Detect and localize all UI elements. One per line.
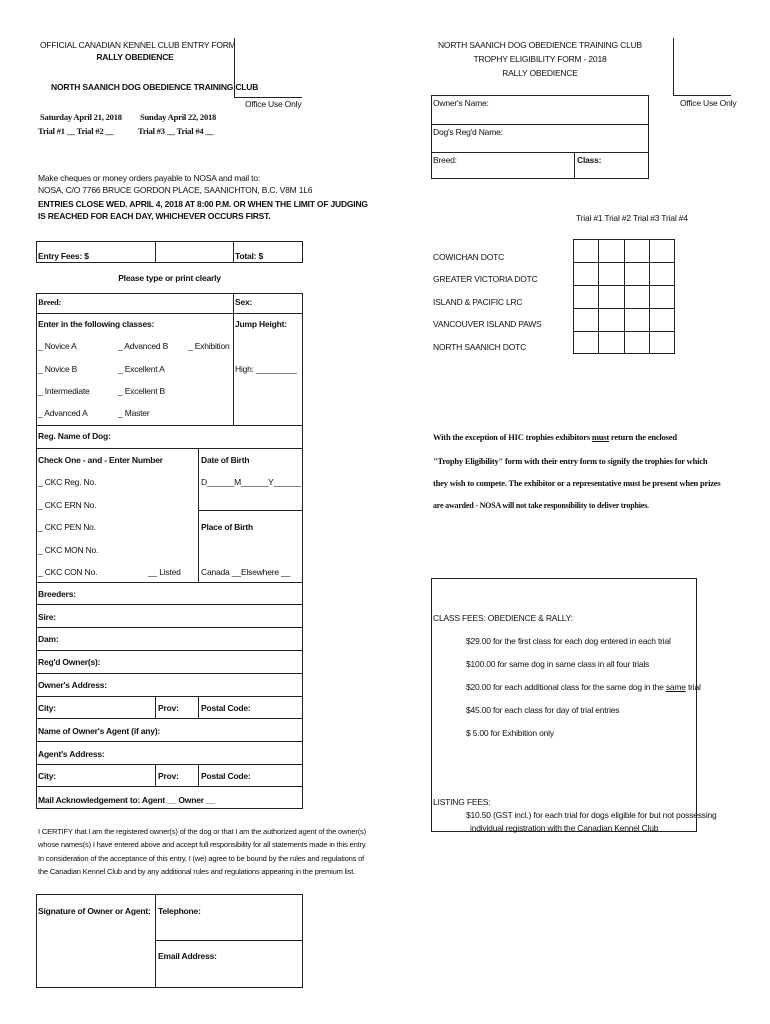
agent-address-field[interactable]: Agent's Address: [38, 749, 105, 759]
class-advanced-a[interactable]: _ Advanced A [38, 408, 88, 418]
entries-close-2: IS REACHED FOR EACH DAY, WHICHEVER OCCURS FIRST. [38, 211, 271, 221]
class-advanced-b[interactable]: _ Advanced B [118, 341, 169, 351]
listed-option[interactable]: __ Listed [148, 567, 181, 577]
saturday-date: Saturday April 21, 2018 [40, 112, 122, 122]
class-novice-a[interactable]: _ Novice A [38, 341, 77, 351]
club-island-pacific: ISLAND & PACIFIC LRC [433, 297, 523, 307]
sunday-trials[interactable]: Trial #3 __ Trial #4 __ [138, 126, 214, 136]
divider [233, 241, 234, 263]
grid-line [649, 239, 650, 354]
divider [574, 152, 575, 179]
class-novice-b[interactable]: _ Novice B [38, 364, 78, 374]
canada-option[interactable]: Canada __ [201, 567, 241, 577]
rule [36, 604, 303, 605]
fee-text: trial [685, 682, 701, 692]
mail-address: NOSA, C/O 7766 BRUCE GORDON PLACE, SAANICHTON, B.C. V8M 1L6 [38, 185, 313, 195]
reg-name-field[interactable]: Reg. Name of Dog: [38, 431, 111, 441]
total-field[interactable]: Total: $ [235, 251, 263, 261]
notice-text: With the exception of HIC trophies exhibitors [433, 432, 592, 442]
rule [36, 673, 303, 674]
grid-line [573, 262, 675, 263]
form-subtitle: RALLY OBEDIENCE [96, 52, 174, 62]
sex-field[interactable]: Sex: [235, 297, 253, 307]
office-use-label: Office Use Only [245, 99, 302, 109]
trophy-form-title: TROPHY ELIGIBILITY FORM - 2018 [473, 54, 607, 64]
ckc-pen-option[interactable]: _ CKC PEN No. [38, 522, 96, 532]
club-cowichan: COWICHAN DOTC [433, 252, 505, 262]
ckc-mon-option[interactable]: _ CKC MON No. [38, 545, 99, 555]
rule [431, 152, 649, 153]
club-north-saanich: NORTH SAANICH DOTC [433, 342, 527, 352]
rule [36, 448, 303, 449]
trophy-breed-field[interactable]: Breed: [433, 155, 457, 165]
rule [36, 293, 303, 294]
certify-line-2: whose names(s) I have entered above and accept full responsibility for all statements made in this entry. [38, 840, 367, 849]
class-fees-title: CLASS FEES: OBEDIENCE & RALLY: [433, 613, 573, 623]
trophy-class-field[interactable]: Class: [577, 155, 602, 165]
jump-height-label: Jump Height: [235, 319, 287, 329]
rule [431, 124, 649, 125]
fee-day-of-trial: $45.00 for each class for day of trial entries [466, 705, 620, 715]
form-right-border [302, 293, 303, 808]
class-master[interactable]: _ Master [118, 408, 150, 418]
class-excellent-a[interactable]: _ Excellent A [118, 364, 165, 374]
class-exhibition[interactable]: _ Exhibition [188, 341, 230, 351]
fee-text: $20.00 for each additional class for the same dog in the [466, 682, 666, 692]
signature-field[interactable]: Signature of Owner or Agent: [38, 906, 151, 916]
notice-text: return the enclosed [609, 432, 677, 442]
rule [36, 582, 303, 583]
owner-prov-field[interactable]: Prov: [158, 703, 179, 713]
rule [36, 808, 303, 809]
trophy-owner-name-field[interactable]: Owner's Name: [433, 98, 489, 108]
certify-line-1: I CERTIFY that I am the registered owner(s) of the dog or that I am the authorized agent of the owner(s) [38, 827, 366, 836]
listing-fees-title: LISTING FEES: [433, 797, 491, 807]
pob-label: Place of Birth [201, 522, 253, 532]
club-greater-victoria: GREATER VICTORIA DOTC [433, 274, 538, 284]
class-intermediate[interactable]: _ Intermediate [38, 386, 90, 396]
check-one-label: Check One - and - Enter Number [38, 455, 163, 465]
grid-line [624, 239, 625, 354]
form-left-border [36, 293, 37, 808]
fee-first-class: $29.00 for the first class for each dog entered in each trial [466, 636, 671, 646]
grid-line [573, 308, 675, 309]
office-box-border [673, 38, 674, 96]
divider [198, 696, 199, 718]
dob-label: Date of Birth [201, 455, 250, 465]
certify-line-4: the Canadian Kennel Club and by any additional rules and regulations appearing in the premium list. [38, 867, 356, 876]
divider [198, 764, 199, 786]
entries-close: ENTRIES CLOSE WED. APRIL 4, 2018 AT 8:00 P.M. OR WHEN THE LIMIT OF JUDGING [38, 199, 368, 209]
mail-instructions: Make cheques or money orders payable to NOSA and mail to: [38, 173, 261, 183]
divider [155, 764, 156, 786]
divider [155, 241, 156, 263]
entry-fees-field[interactable]: Entry Fees: $ [38, 251, 89, 261]
trophy-notice-1 [433, 432, 677, 443]
owner-postal-field[interactable]: Postal Code: [201, 703, 251, 713]
agent-prov-field[interactable]: Prov: [158, 771, 179, 781]
owners-field[interactable]: Reg'd Owner(s): [38, 657, 101, 667]
trophy-notice-4: are awarded - NOSA will not take responsibility to deliver trophies. [433, 501, 649, 510]
office-box-bottom [673, 95, 731, 96]
class-excellent-b[interactable]: _ Excellent B [118, 386, 166, 396]
telephone-field[interactable]: Telephone: [158, 906, 201, 916]
trophy-notice-3: they wish to compete. The exhibitor or a representative must be present when prizes [433, 478, 721, 488]
owner-city-field[interactable]: City: [38, 703, 56, 713]
fee-four-trials: $100.00 for same dog in same class in all four trials [466, 659, 650, 669]
high-field[interactable]: High: _________ [235, 364, 297, 374]
divider [155, 894, 156, 988]
dob-field[interactable]: D______M______Y______ [201, 477, 301, 487]
rule [36, 741, 303, 742]
trials-header: Trial #1 Trial #2 Trial #3 Trial #4 [576, 213, 688, 223]
listing-fee-2: individual registration with the Canadian Kennel Club [470, 823, 659, 833]
rule [36, 313, 303, 314]
divider [155, 696, 156, 718]
certify-line-3: In consideration of the acceptance of this entry, I (we) agree to be bound by the rules and regulations of [38, 854, 365, 863]
rule [36, 627, 303, 628]
grid-line [598, 239, 599, 354]
trophy-dog-name-field[interactable]: Dog's Reg'd Name: [433, 127, 503, 137]
rule [155, 940, 303, 941]
trophy-form-subtitle: RALLY OBEDIENCE [502, 68, 578, 78]
dam-field[interactable]: Dam: [38, 634, 59, 644]
ckc-reg-option[interactable]: _ CKC Reg. No. [38, 477, 97, 487]
rule [36, 764, 303, 765]
grid-line [573, 331, 675, 332]
sire-field[interactable]: Sire: [38, 612, 56, 622]
classes-label: Enter in the following classes: [38, 319, 155, 329]
trophy-club-name: NORTH SAANICH DOG OBEDIENCE TRAINING CLUB [437, 40, 643, 50]
mail-ack-field[interactable]: Mail Acknowledgement to: Agent __ Owner __ [38, 795, 216, 805]
rule [36, 718, 303, 719]
grid-line [573, 285, 675, 286]
rule [36, 696, 303, 697]
agent-postal-field[interactable]: Postal Code: [201, 771, 251, 781]
breed-field[interactable]: Breed: [38, 297, 62, 307]
fee-exhibition: $ 5.00 for Exhibition only [466, 728, 554, 738]
rule [36, 786, 303, 787]
sunday-date: Sunday April 22, 2018 [140, 112, 217, 122]
agent-city-field[interactable]: City: [38, 771, 56, 781]
divider [198, 448, 199, 582]
fee-emphasis: same [665, 682, 686, 692]
ckc-ern-option[interactable]: _ CKC ERN No. [38, 500, 97, 510]
email-field[interactable]: Email Address: [158, 951, 217, 961]
ckc-con-option[interactable]: _ CKC CON No. [38, 567, 98, 577]
rule [198, 510, 303, 511]
fee-additional-class [466, 682, 701, 693]
form-title: OFFICIAL CANADIAN KENNEL CLUB ENTRY FORM [40, 40, 236, 50]
office-box-bottom [234, 97, 302, 98]
breeders-field[interactable]: Breeders: [38, 589, 76, 599]
trophy-office-use: Office Use Only [680, 98, 737, 108]
type-print-note: Please type or print clearly [118, 273, 221, 283]
club-name: NORTH SAANICH DOG OBEDIENCE TRAINING CLUB [51, 82, 259, 92]
owner-address-field[interactable]: Owner's Address: [38, 680, 107, 690]
club-vancouver-island: VANCOUVER ISLAND PAWS [433, 319, 542, 329]
notice-emphasis: must [591, 432, 609, 442]
saturday-trials[interactable]: Trial #1 __ Trial #2 __ [38, 126, 114, 136]
rule [36, 650, 303, 651]
agent-name-field[interactable]: Name of Owner's Agent (if any): [38, 726, 161, 736]
rule [36, 425, 303, 426]
trophy-notice-2: "Trophy Eligibility" form with their entry form to signify the trophies for which [433, 456, 708, 466]
listing-fee-1: $10.50 (GST incl.) for each trial for dogs eligible for but not possessing [466, 810, 717, 820]
elsewhere-option[interactable]: Elsewhere __ [241, 567, 291, 577]
